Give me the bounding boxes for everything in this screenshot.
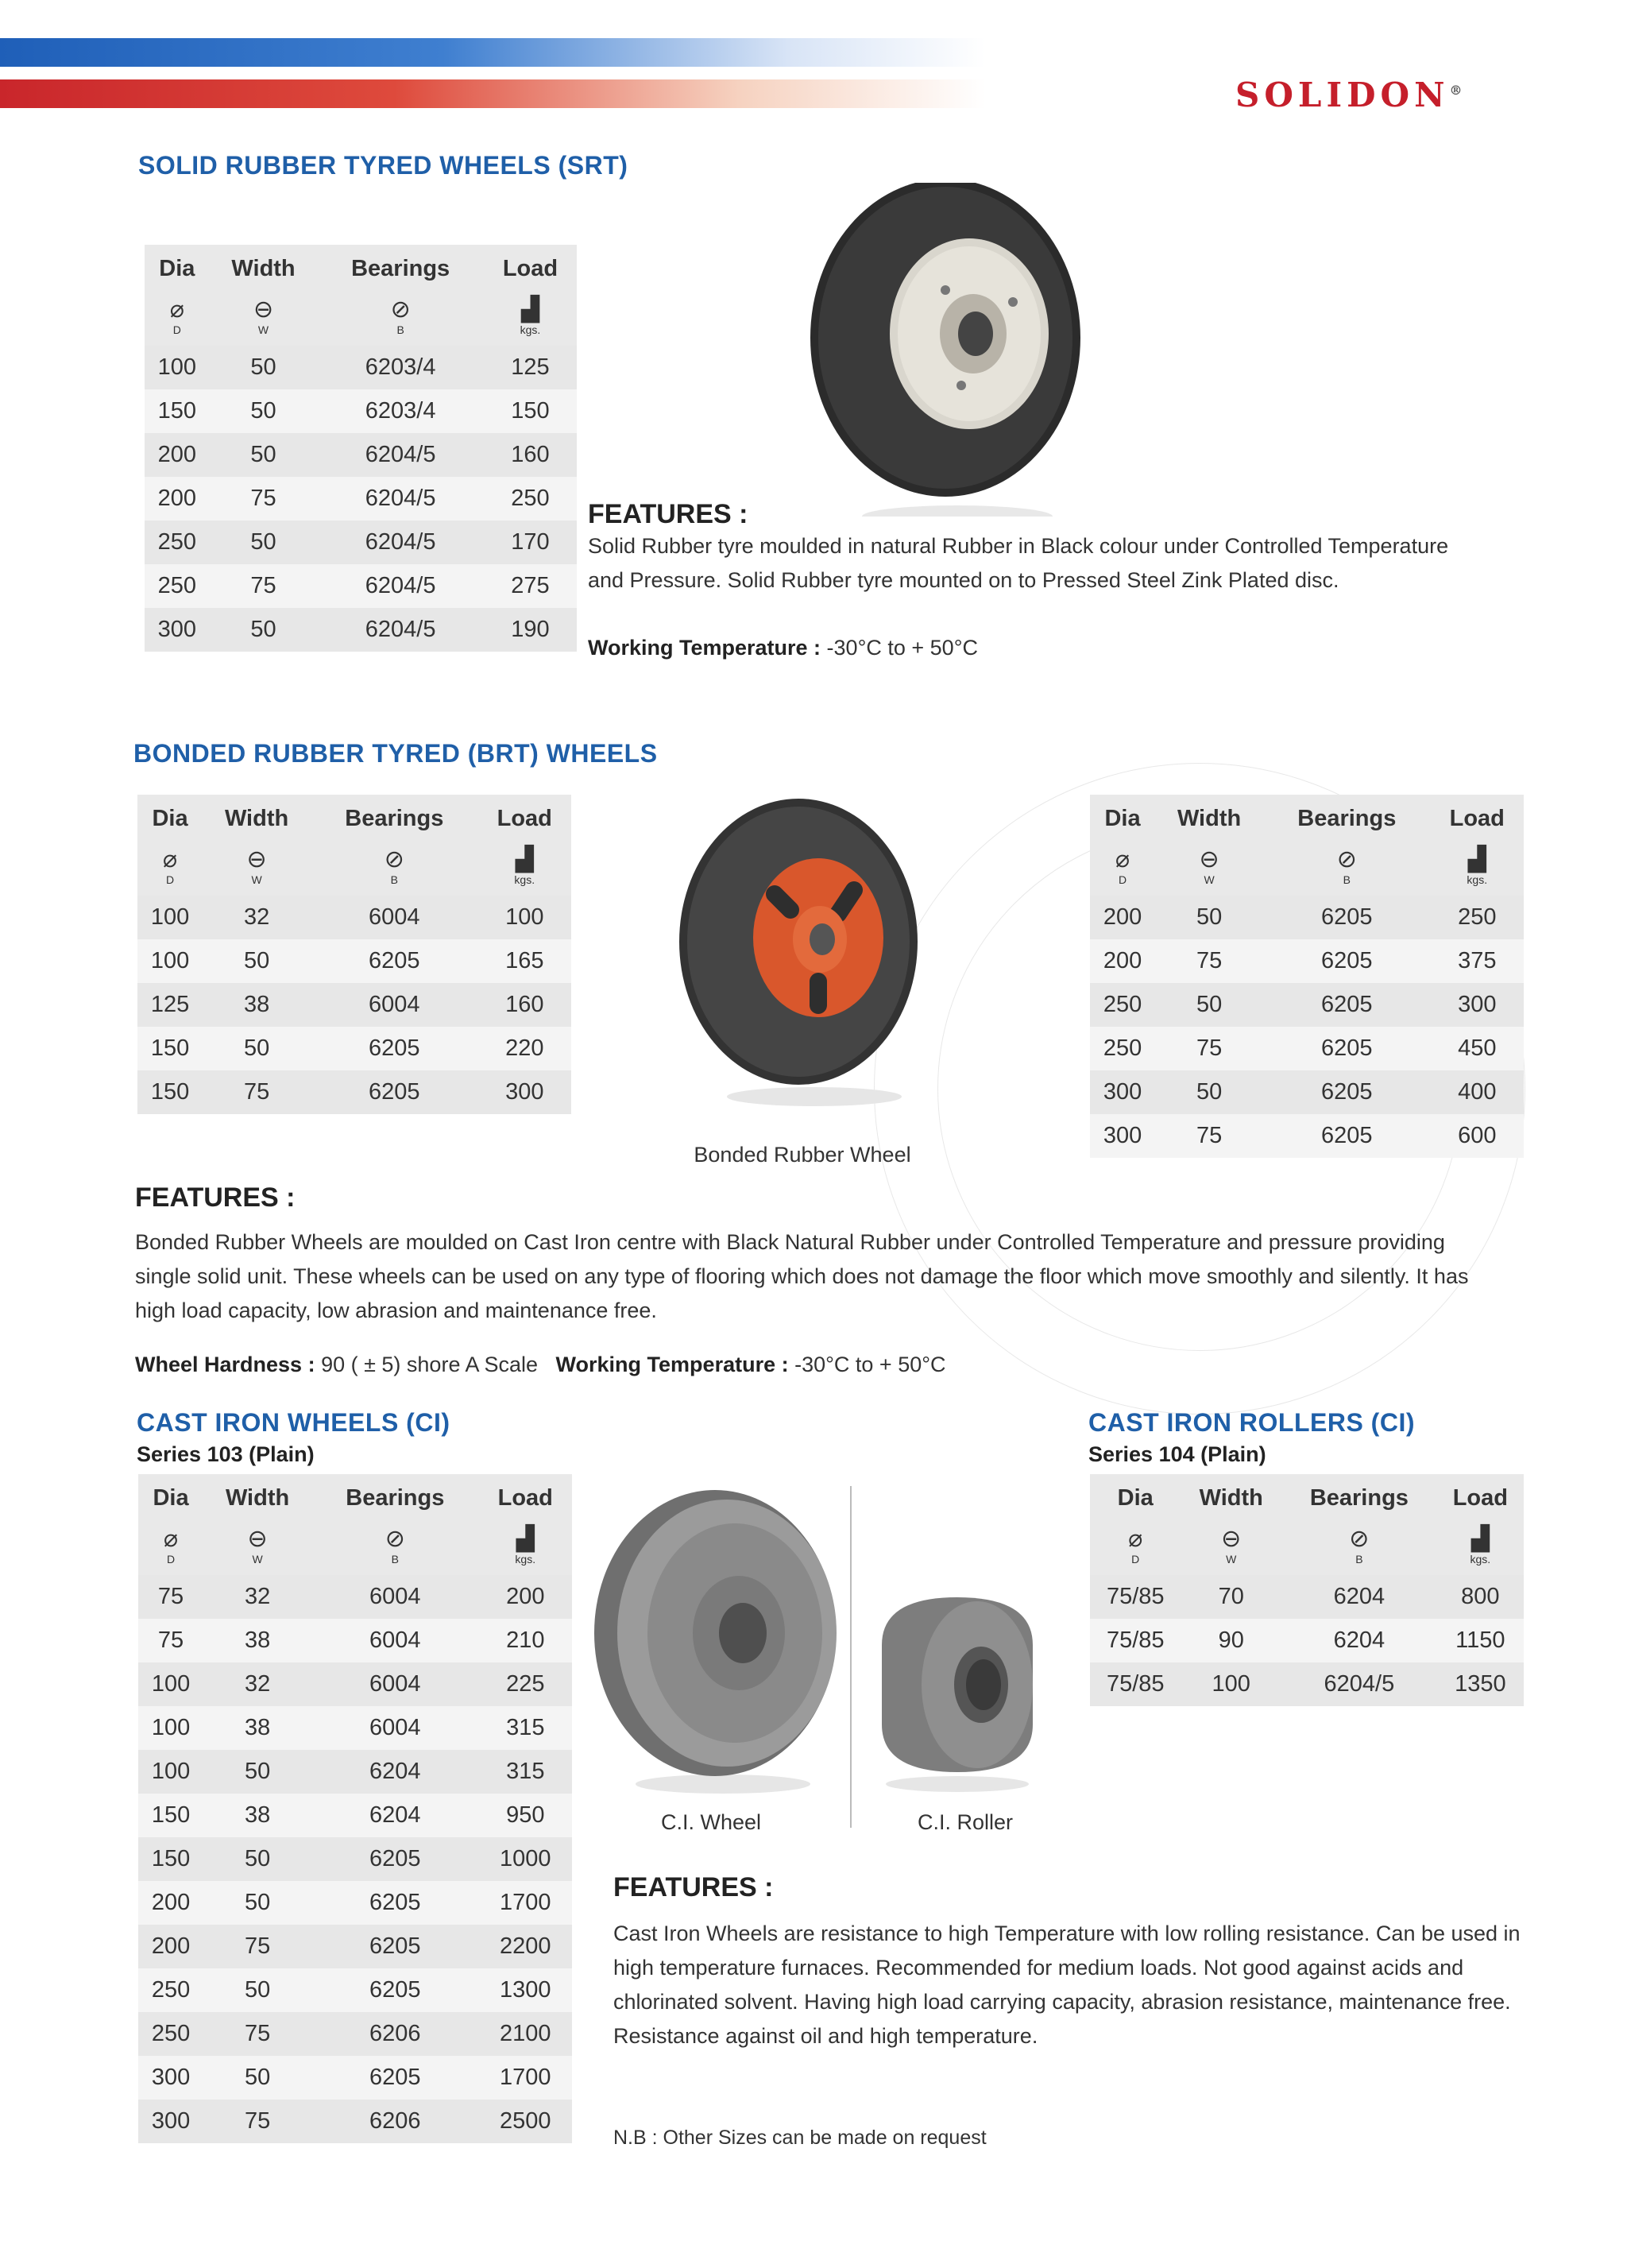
table-row bbox=[1090, 1114, 1524, 1158]
table-row bbox=[145, 389, 577, 433]
table-cell: 160 bbox=[484, 433, 577, 477]
diameter-icon: ⌀ bbox=[1128, 1526, 1143, 1552]
ci-wheels-series: Series 103 (Plain) bbox=[137, 1442, 315, 1466]
ci-wheels-spec-table bbox=[138, 1474, 572, 2143]
weight-icon: ▟ bbox=[515, 846, 534, 873]
ci-wheel-image bbox=[588, 1478, 850, 1796]
table-row bbox=[1090, 896, 1524, 939]
table-row bbox=[138, 1575, 572, 1619]
table-cell: 100 bbox=[137, 896, 203, 939]
diameter-icon: ⌀ bbox=[162, 846, 178, 873]
table-cell: 6205 bbox=[1263, 1114, 1430, 1158]
table-cell: 6204 bbox=[1281, 1575, 1437, 1619]
table-cell: 300 bbox=[1090, 1070, 1155, 1114]
table-cell: 6204/5 bbox=[1281, 1662, 1437, 1706]
table-cell: 6204/5 bbox=[317, 521, 484, 564]
image-divider bbox=[850, 1486, 852, 1828]
table-cell: 6205 bbox=[311, 1881, 478, 1925]
table-row bbox=[138, 1925, 572, 1968]
table-cell: 150 bbox=[138, 1794, 203, 1837]
table-cell: 75 bbox=[210, 564, 318, 608]
table-row bbox=[138, 1662, 572, 1706]
table-cell: 400 bbox=[1431, 1070, 1524, 1114]
table-cell: 6205 bbox=[1263, 896, 1430, 939]
bearing-icon: ⊘ bbox=[384, 846, 404, 873]
table-cell: 300 bbox=[478, 1070, 571, 1114]
ci-wheel-caption: C.I. Wheel bbox=[660, 1810, 762, 1834]
icon-row: ⌀ D ⊖ W ⊘ B ▟ kgs. bbox=[137, 838, 571, 896]
bearing-icon: ⊘ bbox=[385, 1526, 405, 1552]
table-cell: 6205 bbox=[1263, 1027, 1430, 1070]
table-cell: 250 bbox=[138, 1968, 203, 2012]
table-cell: 375 bbox=[1431, 939, 1524, 983]
table-cell: 32 bbox=[203, 896, 311, 939]
table-cell: 50 bbox=[1155, 983, 1263, 1027]
table-cell: 200 bbox=[145, 433, 210, 477]
table-cell: 100 bbox=[137, 939, 203, 983]
width-icon: ⊖ bbox=[1221, 1526, 1242, 1552]
table-cell: 300 bbox=[145, 608, 210, 652]
table-row bbox=[138, 1968, 572, 2012]
table-cell: 6204 bbox=[1281, 1619, 1437, 1662]
nb-note: N.B : Other Sizes can be made on request bbox=[613, 2127, 987, 2149]
table-cell: 1000 bbox=[479, 1837, 572, 1881]
table-cell: 220 bbox=[478, 1027, 571, 1070]
table-cell: 6205 bbox=[1263, 983, 1430, 1027]
registered-mark: ® bbox=[1449, 83, 1463, 98]
table-cell: 300 bbox=[138, 2100, 203, 2143]
table-row bbox=[137, 983, 571, 1027]
ci-rollers-title: CAST IRON ROLLERS (CI) bbox=[1088, 1408, 1415, 1437]
table-row bbox=[138, 2012, 572, 2056]
weight-icon: ▟ bbox=[520, 296, 540, 323]
ci-wheels-title: CAST IRON WHEELS (CI) bbox=[137, 1408, 450, 1437]
table-row bbox=[138, 1837, 572, 1881]
table-cell: 315 bbox=[479, 1706, 572, 1750]
ci-roller-caption: C.I. Roller bbox=[917, 1810, 1014, 1834]
table-cell: 6004 bbox=[311, 1706, 478, 1750]
ci-features-heading: FEATURES : bbox=[613, 1872, 774, 1902]
col-width: Width bbox=[1199, 1485, 1263, 1511]
table-cell: 75 bbox=[203, 1070, 311, 1114]
table-cell: 32 bbox=[203, 1575, 311, 1619]
table-cell: 90 bbox=[1181, 1619, 1281, 1662]
brt-spec-table-left bbox=[137, 795, 571, 1114]
weight-icon: ▟ bbox=[516, 1526, 535, 1552]
table-row bbox=[137, 896, 571, 939]
table-cell: 1700 bbox=[479, 2056, 572, 2100]
table-cell: 50 bbox=[1155, 896, 1263, 939]
table-cell: 6205 bbox=[1263, 1070, 1430, 1114]
table-row bbox=[1090, 1662, 1524, 1706]
col-load: Load bbox=[497, 806, 552, 831]
table-cell: 6203/4 bbox=[317, 389, 484, 433]
table-cell: 6206 bbox=[311, 2100, 478, 2143]
table-cell: 6203/4 bbox=[317, 346, 484, 389]
header-red-stripe bbox=[0, 79, 985, 108]
table-cell: 315 bbox=[479, 1750, 572, 1794]
table-cell: 6205 bbox=[311, 1968, 478, 2012]
table-cell: 250 bbox=[138, 2012, 203, 2056]
table-cell: 250 bbox=[145, 564, 210, 608]
table-row bbox=[145, 477, 577, 521]
table-cell: 250 bbox=[1090, 1027, 1155, 1070]
table-row bbox=[138, 1750, 572, 1794]
table-cell: 6004 bbox=[311, 1662, 478, 1706]
table-cell: 50 bbox=[203, 1881, 311, 1925]
table-cell: 125 bbox=[484, 346, 577, 389]
table-row bbox=[137, 1070, 571, 1114]
table-cell: 100 bbox=[145, 346, 210, 389]
table-row bbox=[138, 2100, 572, 2143]
table-header-row bbox=[138, 1474, 572, 1518]
icon-row: ⌀ D ⊖ W ⊘ B ▟ kgs. bbox=[1090, 838, 1524, 896]
col-bearings: Bearings bbox=[351, 256, 450, 281]
table-cell: 38 bbox=[203, 1619, 311, 1662]
table-cell: 150 bbox=[138, 1837, 203, 1881]
weight-icon: ▟ bbox=[1470, 1526, 1490, 1552]
table-cell: 150 bbox=[145, 389, 210, 433]
table-cell: 100 bbox=[138, 1706, 203, 1750]
srt-features-text: Solid Rubber tyre moulded in natural Rubber in Black colour under Controlled Temperature and Pressure. Solid Rubber tyre mounted on to Pressed Steel Zink Plated disc. bbox=[588, 534, 1449, 592]
table-cell: 75 bbox=[1155, 939, 1263, 983]
col-bearings: Bearings bbox=[1309, 1485, 1409, 1511]
table-cell: 75/85 bbox=[1090, 1619, 1181, 1662]
table-cell: 300 bbox=[1431, 983, 1524, 1027]
table-row bbox=[137, 1027, 571, 1070]
icon-row: ⌀ D ⊖ W ⊘ B ▟ kgs. bbox=[138, 1518, 572, 1575]
table-cell: 50 bbox=[210, 346, 318, 389]
bonded-wheel-caption: Bonded Rubber Wheel bbox=[694, 1143, 911, 1167]
col-load: Load bbox=[1452, 1485, 1508, 1511]
table-row bbox=[1090, 1619, 1524, 1662]
table-cell: 50 bbox=[210, 433, 318, 477]
table-cell: 250 bbox=[484, 477, 577, 521]
ci-features-text: Cast Iron Wheels are resistance to high Temperature with low rolling resistance. Can be used in high temperature furnaces. Recommended for medium loads. Not good against acids and chlorinated solvent. Having high load carrying capacity, abrasion resistance, maintenance free. Resistance against oil and high temperature. bbox=[613, 1922, 1521, 2048]
table-cell: 100 bbox=[1181, 1662, 1281, 1706]
table-cell: 75 bbox=[138, 1575, 203, 1619]
header-blue-stripe bbox=[0, 38, 985, 67]
table-row bbox=[145, 521, 577, 564]
table-row bbox=[137, 939, 571, 983]
table-cell: 75/85 bbox=[1090, 1662, 1181, 1706]
table-cell: 75 bbox=[210, 477, 318, 521]
table-cell: 800 bbox=[1437, 1575, 1524, 1619]
table-cell: 250 bbox=[145, 521, 210, 564]
table-cell: 150 bbox=[484, 389, 577, 433]
table-row bbox=[138, 1794, 572, 1837]
table-cell: 6204/5 bbox=[317, 433, 484, 477]
col-load: Load bbox=[497, 1485, 553, 1511]
table-cell: 225 bbox=[479, 1662, 572, 1706]
solid-rubber-wheel-image bbox=[794, 183, 1096, 517]
table-cell: 6205 bbox=[1263, 939, 1430, 983]
table-cell: 38 bbox=[203, 1794, 311, 1837]
table-cell: 190 bbox=[484, 608, 577, 652]
table-cell: 6205 bbox=[311, 1027, 477, 1070]
table-cell: 200 bbox=[1090, 896, 1155, 939]
brt-features-text: Bonded Rubber Wheels are moulded on Cast Iron centre with Black Natural Rubber under Controlled Temperature and pressure providing single solid unit. These wheels can be used on any type of flooring which does not damage the floor which move smoothly and silently. It has high load capacity, low abrasion and maintenance free. bbox=[135, 1230, 1469, 1322]
table-cell: 6204 bbox=[311, 1750, 478, 1794]
col-dia: Dia bbox=[1117, 1485, 1154, 1511]
table-cell: 125 bbox=[137, 983, 203, 1027]
table-cell: 1700 bbox=[479, 1881, 572, 1925]
table-cell: 38 bbox=[203, 983, 311, 1027]
table-cell: 100 bbox=[478, 896, 571, 939]
table-header-row bbox=[1090, 1474, 1524, 1518]
bearing-icon: ⊘ bbox=[1336, 846, 1357, 873]
table-cell: 210 bbox=[479, 1619, 572, 1662]
width-icon: ⊖ bbox=[253, 296, 274, 323]
table-cell: 6205 bbox=[311, 1070, 477, 1114]
table-cell: 6204 bbox=[311, 1794, 478, 1837]
diameter-icon: ⌀ bbox=[1115, 846, 1130, 873]
table-cell: 6204/5 bbox=[317, 477, 484, 521]
weight-icon: ▟ bbox=[1467, 846, 1486, 873]
table-cell: 300 bbox=[1090, 1114, 1155, 1158]
table-cell: 6205 bbox=[311, 1837, 478, 1881]
table-row bbox=[138, 2056, 572, 2100]
table-cell: 100 bbox=[138, 1662, 203, 1706]
table-row bbox=[1090, 1027, 1524, 1070]
table-cell: 6205 bbox=[311, 2056, 478, 2100]
table-cell: 50 bbox=[203, 1750, 311, 1794]
bonded-rubber-wheel-image bbox=[671, 791, 933, 1109]
table-cell: 75 bbox=[203, 2100, 311, 2143]
table-cell: 1350 bbox=[1437, 1662, 1524, 1706]
table-cell: 250 bbox=[1431, 896, 1524, 939]
col-dia: Dia bbox=[152, 806, 188, 831]
diameter-icon: ⌀ bbox=[163, 1526, 179, 1552]
brand-logo bbox=[1235, 75, 1463, 114]
table-cell: 2100 bbox=[479, 2012, 572, 2056]
table-row bbox=[145, 433, 577, 477]
table-cell: 165 bbox=[478, 939, 571, 983]
col-load: Load bbox=[502, 256, 558, 281]
table-cell: 200 bbox=[138, 1881, 203, 1925]
table-cell: 250 bbox=[1090, 983, 1155, 1027]
width-icon: ⊖ bbox=[247, 1526, 268, 1552]
table-cell: 50 bbox=[210, 521, 318, 564]
table-cell: 200 bbox=[479, 1575, 572, 1619]
table-cell: 50 bbox=[203, 1027, 311, 1070]
col-bearings: Bearings bbox=[345, 806, 444, 831]
ci-rollers-series: Series 104 (Plain) bbox=[1088, 1442, 1266, 1466]
srt-working-temperature: Working Temperature : -30°C to + 50°C bbox=[588, 636, 978, 660]
table-row bbox=[1090, 983, 1524, 1027]
table-cell: 75 bbox=[1155, 1027, 1263, 1070]
table-row bbox=[1090, 1575, 1524, 1619]
table-cell: 100 bbox=[138, 1750, 203, 1794]
table-cell: 50 bbox=[203, 2056, 311, 2100]
table-header-row bbox=[145, 245, 577, 288]
table-cell: 160 bbox=[478, 983, 571, 1027]
table-cell: 170 bbox=[484, 521, 577, 564]
table-cell: 450 bbox=[1431, 1027, 1524, 1070]
table-cell: 50 bbox=[1155, 1070, 1263, 1114]
table-cell: 6204/5 bbox=[317, 608, 484, 652]
table-row bbox=[145, 608, 577, 652]
table-cell: 75/85 bbox=[1090, 1575, 1181, 1619]
icon-row: ⌀ D ⊖ W ⊘ B ▟ kgs. bbox=[145, 288, 577, 346]
table-cell: 50 bbox=[203, 1837, 311, 1881]
diameter-icon: ⌀ bbox=[169, 296, 184, 323]
table-cell: 6004 bbox=[311, 896, 477, 939]
bearing-icon: ⊘ bbox=[1349, 1526, 1370, 1552]
table-header-row bbox=[137, 795, 571, 838]
col-width: Width bbox=[225, 1485, 290, 1511]
table-cell: 75 bbox=[203, 1925, 311, 1968]
col-dia: Dia bbox=[1104, 806, 1141, 831]
srt-features-heading: FEATURES : bbox=[588, 499, 748, 529]
table-cell: 70 bbox=[1181, 1575, 1281, 1619]
table-header-row bbox=[1090, 795, 1524, 838]
table-cell: 6004 bbox=[311, 1619, 478, 1662]
col-width: Width bbox=[1177, 806, 1242, 831]
table-cell: 950 bbox=[479, 1794, 572, 1837]
table-cell: 6004 bbox=[311, 983, 477, 1027]
ci-roller-image bbox=[866, 1581, 1049, 1796]
table-cell: 75 bbox=[203, 2012, 311, 2056]
table-cell: 6204/5 bbox=[317, 564, 484, 608]
table-cell: 75 bbox=[138, 1619, 203, 1662]
table-cell: 150 bbox=[137, 1027, 203, 1070]
table-row bbox=[145, 564, 577, 608]
table-cell: 2200 bbox=[479, 1925, 572, 1968]
brt-title: BONDED RUBBER TYRED (BRT) WHEELS bbox=[133, 739, 658, 768]
brt-spec-table-right bbox=[1090, 795, 1524, 1158]
table-cell: 50 bbox=[210, 389, 318, 433]
table-row bbox=[1090, 939, 1524, 983]
col-bearings: Bearings bbox=[1297, 806, 1397, 831]
col-dia: Dia bbox=[153, 1485, 189, 1511]
col-bearings: Bearings bbox=[346, 1485, 445, 1511]
brand-name: SOLIDON bbox=[1235, 75, 1450, 114]
table-cell: 38 bbox=[203, 1706, 311, 1750]
table-row bbox=[145, 346, 577, 389]
table-cell: 300 bbox=[138, 2056, 203, 2100]
table-cell: 1300 bbox=[479, 1968, 572, 2012]
table-cell: 6205 bbox=[311, 939, 477, 983]
table-cell: 2500 bbox=[479, 2100, 572, 2143]
table-row bbox=[138, 1706, 572, 1750]
table-cell: 200 bbox=[138, 1925, 203, 1968]
table-cell: 600 bbox=[1431, 1114, 1524, 1158]
table-cell: 6206 bbox=[311, 2012, 478, 2056]
table-cell: 200 bbox=[145, 477, 210, 521]
table-cell: 150 bbox=[137, 1070, 203, 1114]
table-row bbox=[138, 1881, 572, 1925]
col-load: Load bbox=[1449, 806, 1505, 831]
width-icon: ⊖ bbox=[1199, 846, 1219, 873]
table-cell: 50 bbox=[203, 1968, 311, 2012]
table-cell: 50 bbox=[203, 939, 311, 983]
brt-features-heading: FEATURES : bbox=[135, 1182, 296, 1213]
srt-spec-table bbox=[145, 245, 577, 652]
srt-title: SOLID RUBBER TYRED WHEELS (SRT) bbox=[138, 151, 628, 180]
table-cell: 50 bbox=[210, 608, 318, 652]
col-width: Width bbox=[231, 256, 296, 281]
width-icon: ⊖ bbox=[246, 846, 267, 873]
table-row bbox=[1090, 1070, 1524, 1114]
icon-row: ⌀ D ⊖ W ⊘ B ▟ kgs. bbox=[1090, 1518, 1524, 1575]
col-dia: Dia bbox=[159, 256, 195, 281]
table-cell: 200 bbox=[1090, 939, 1155, 983]
table-row bbox=[138, 1619, 572, 1662]
table-cell: 1150 bbox=[1437, 1619, 1524, 1662]
bearing-icon: ⊘ bbox=[390, 296, 411, 323]
table-cell: 32 bbox=[203, 1662, 311, 1706]
col-width: Width bbox=[224, 806, 289, 831]
table-cell: 6004 bbox=[311, 1575, 478, 1619]
table-cell: 6205 bbox=[311, 1925, 478, 1968]
table-cell: 275 bbox=[484, 564, 577, 608]
brt-hardness-temperature: Wheel Hardness : 90 ( ± 5) shore A Scale Working Temperature : -30°C to + 50°C bbox=[135, 1353, 946, 1376]
ci-rollers-spec-table bbox=[1090, 1474, 1524, 1706]
table-cell: 75 bbox=[1155, 1114, 1263, 1158]
